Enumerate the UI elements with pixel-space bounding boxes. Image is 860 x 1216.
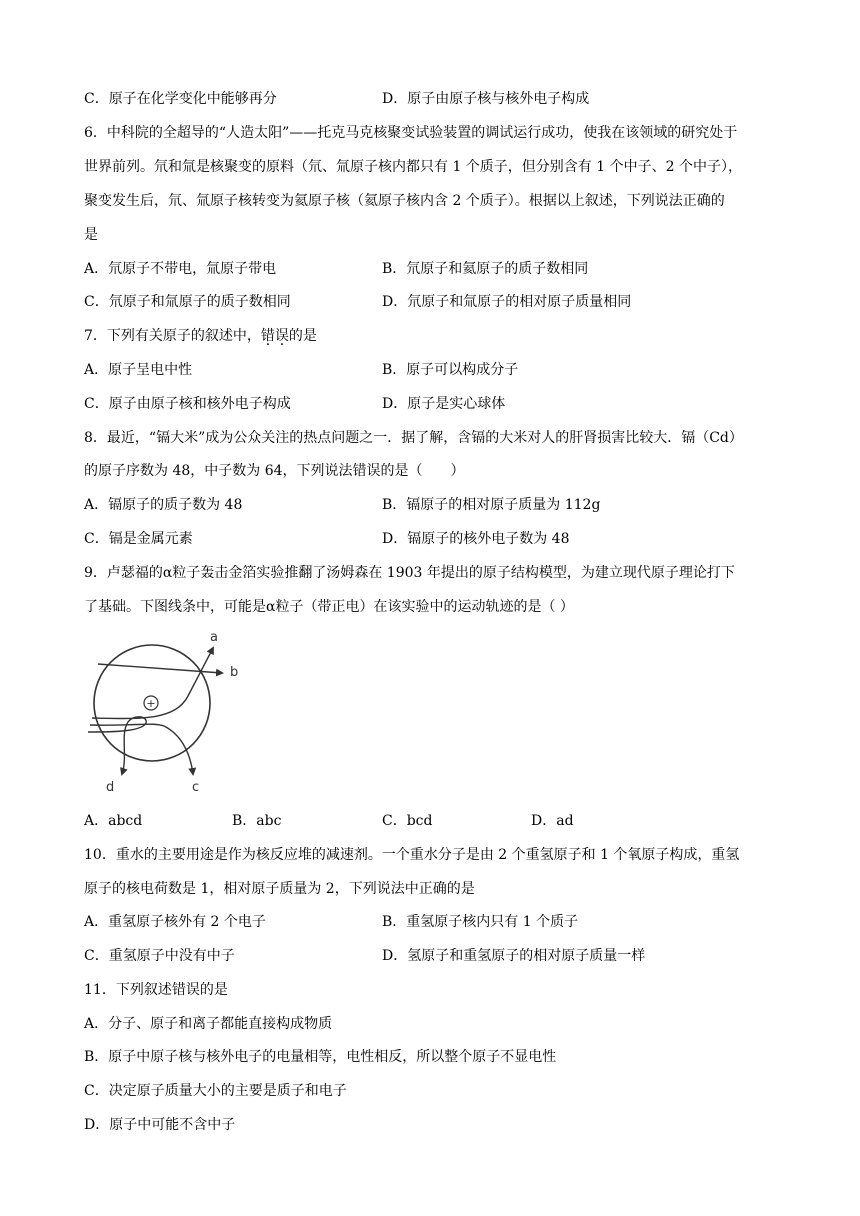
q11-option-b: B．原子中原子核与核外电子的电量相等，电性相反，所以整个原子不显电性	[84, 1049, 557, 1065]
q6-option-b: B．氘原子和氦原子的质子数相同	[382, 261, 589, 277]
q7-option-a: A．原子呈电中性	[84, 362, 193, 378]
q7-stem-emphasis-2: 误	[274, 328, 289, 344]
rutherford-scattering-diagram	[80, 626, 260, 796]
q5-option-d: D．原子由原子核与核外电子构成	[382, 91, 590, 107]
q9-option-b: B．abc	[232, 813, 282, 829]
q6-stem-line2: 世界前列。氘和氚是核聚变的原料（氘、氚原子核内都只有 1 个质子，但分别含有 1 个中子、2 个中子），	[84, 159, 742, 175]
q11-option-c: C．决定原子质量大小的主要是质子和电子	[84, 1083, 347, 1099]
q8-stem-line2: 的原子序数为 48，中子数为 64，下列说法错误的是（ ）	[84, 463, 465, 479]
q11-stem: 11．下列叙述错误的是	[84, 982, 228, 998]
q10-stem-line1: 10．重水的主要用途是作为核反应堆的减速剂。一个重水分子是由 2 个重氢原子和 1 个氧原子构成，重氢	[84, 847, 740, 863]
q10-option-c: C．重氢原子中没有中子	[84, 948, 235, 964]
q9-stem-line1: 9．卢瑟福的α粒子轰击金箔实验推翻了汤姆森在 1903 年提出的原子结构模型，为建立现代原子理论打下	[84, 565, 735, 581]
q7-option-b: B．原子可以构成分子	[382, 362, 519, 378]
label-a: a	[210, 630, 218, 645]
nucleus-sign: +	[146, 697, 156, 710]
q11-option-d: D．原子中可能不含中子	[84, 1117, 236, 1133]
q11-option-a: A．分子、原子和离子都能直接构成物质	[84, 1016, 333, 1032]
q9-option-d: D．ad	[531, 813, 574, 829]
q10-stem-line2: 原子的核电荷数是 1，相对原子质量为 2，下列说法中正确的是	[84, 881, 475, 897]
q10-option-b: B．重氢原子核内只有 1 个质子	[382, 914, 579, 930]
q9-option-c: C．bcd	[382, 813, 433, 829]
q7-option-d: D．原子是实心球体	[382, 396, 506, 412]
q6-option-c: C．氘原子和氚原子的质子数相同	[84, 294, 291, 310]
q9-option-a: A．abcd	[84, 813, 143, 829]
q8-option-c: C．镉是金属元素	[84, 531, 193, 547]
q7-stem-prefix: 7．下列有关原子的叙述中，	[84, 328, 261, 344]
q7-stem-suffix: 的是	[288, 328, 317, 344]
q6-option-d: D．氘原子和氚原子的相对原子质量相同	[382, 294, 632, 310]
label-c: c	[192, 780, 200, 795]
q5-option-c: C．原子在化学变化中能够再分	[84, 91, 277, 107]
q8-option-b: B．镉原子的相对原子质量为 112g	[382, 497, 601, 513]
q10-option-a: A．重氢原子核外有 2 个电子	[84, 914, 266, 930]
q8-option-d: D．镉原子的核外电子数为 48	[382, 531, 570, 547]
q6-stem-line3: 聚变发生后，氘、氚原子核转变为氦原子核（氦原子核内含 2 个质子）。根据以上叙述，下列说法正确的	[84, 193, 725, 209]
q10-option-d: D．氢原子和重氢原子的相对原子质量一样	[382, 948, 646, 964]
q6-option-a: A．氘原子不带电，氚原子带电	[84, 261, 277, 277]
q7-option-c: C．原子由原子核和核外电子构成	[84, 396, 291, 412]
q7-stem-emphasis-1: 错	[260, 328, 275, 344]
q6-stem-line4: 是	[84, 227, 98, 243]
label-d: d	[106, 780, 115, 795]
q7-stem	[84, 326, 317, 346]
label-b: b	[230, 665, 239, 680]
q6-stem-line1: 6．中科院的全超导的“人造太阳”——托克马克核聚变试验装置的调试运行成功，使我在该领域的研究处于	[84, 125, 738, 141]
q8-option-a: A．镉原子的质子数为 48	[84, 497, 243, 513]
q8-stem-line1: 8．最近，“镉大米”成为公众关注的热点问题之一．据了解，含镉的大米对人的肝肾损害比较大．镉（Cd）	[84, 430, 743, 446]
q9-stem-line2: 了基础。下图线条中，可能是α粒子（带正电）在该实验中的运动轨迹的是（ ）	[84, 599, 574, 615]
